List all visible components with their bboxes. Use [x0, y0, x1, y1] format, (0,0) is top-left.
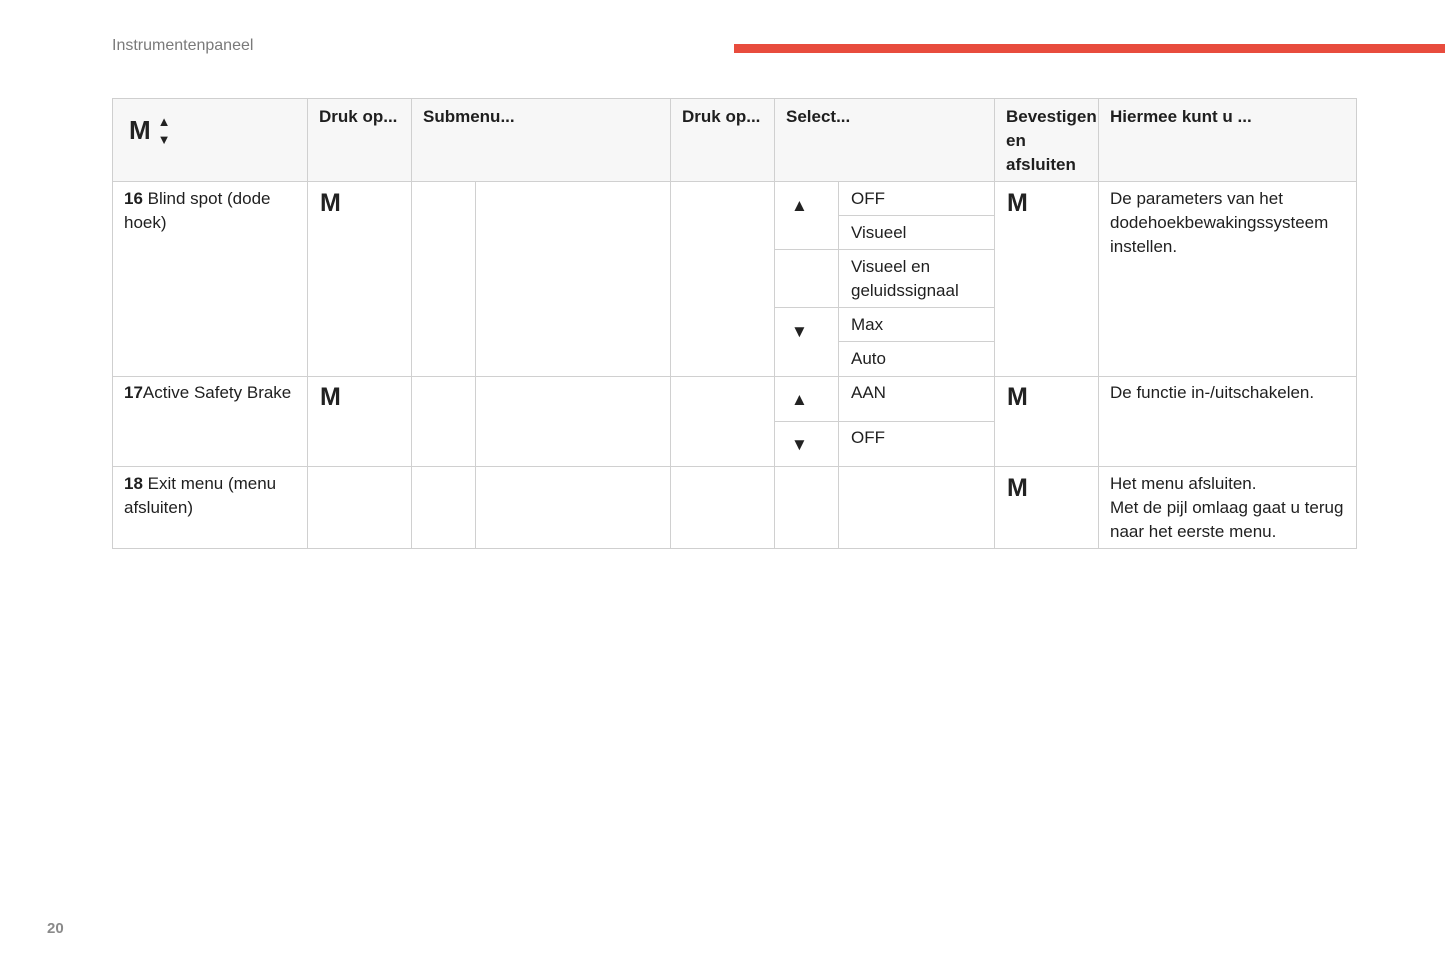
- description-line: Met de pijl omlaag gaat u terug naar het eerste menu.: [1110, 498, 1344, 541]
- table-divider: [411, 99, 412, 548]
- row-16-label: [124, 187, 304, 235]
- row-16-option-max: Max: [851, 315, 884, 334]
- row-18-description: [1110, 472, 1350, 544]
- row-16-option-auto: Auto: [851, 349, 886, 368]
- header-allows: Hiermee kunt u ...: [1110, 107, 1252, 126]
- menu-settings-table: [112, 98, 1357, 549]
- row-16-confirm-key: M: [1007, 189, 1028, 217]
- table-divider: [670, 99, 671, 548]
- row-16-arrow-down-icon: ▼: [791, 322, 808, 341]
- table-divider: [775, 421, 994, 422]
- arrow-down-icon: ▼: [157, 132, 171, 147]
- row-number: 18: [124, 474, 143, 493]
- page-number: 20: [47, 920, 64, 937]
- table-divider: [775, 249, 994, 250]
- row-number: 17: [124, 383, 143, 402]
- row-17-option-off: OFF: [851, 428, 885, 447]
- row-17-arrow-up-icon: ▲: [791, 390, 808, 409]
- header-submenu: Submenu...: [423, 107, 515, 126]
- header-confirm: Bevestigen en afsluiten: [1006, 107, 1097, 174]
- row-16-arrow-up-icon: ▲: [791, 196, 808, 215]
- row-16-option-visueel-geluid: Visueel en geluidssignaal: [851, 257, 959, 300]
- row-17-confirm-key: M: [1007, 383, 1028, 411]
- arrow-keys-icon: [156, 113, 172, 149]
- section-title: Instrumentenpaneel: [112, 37, 254, 54]
- row-16-option-off: OFF: [851, 189, 885, 208]
- table-divider: [838, 181, 839, 549]
- table-divider: [307, 99, 308, 548]
- row-label-text: Active Safety Brake: [142, 383, 292, 402]
- row-17-arrow-down-icon: ▼: [791, 435, 808, 454]
- header-press-1: Druk op...: [319, 107, 398, 126]
- accent-bar: [734, 44, 1445, 53]
- row-16-option-visueel: Visueel: [851, 223, 907, 242]
- row-17-option-aan: AAN: [851, 383, 886, 402]
- table-divider: [839, 341, 994, 342]
- row-18-label: [124, 472, 304, 520]
- table-divider: [113, 376, 1356, 377]
- row-label-text: Exit menu (menu afsluiten): [124, 474, 277, 517]
- menu-key-header: [129, 114, 171, 147]
- menu-key-label: M: [129, 115, 151, 145]
- arrow-up-icon: ▲: [157, 114, 171, 129]
- table-divider: [113, 466, 1356, 467]
- row-16-press-key: M: [320, 189, 341, 217]
- row-17-press-key: M: [320, 383, 341, 411]
- table-divider: [113, 181, 1356, 182]
- table-divider: [839, 215, 994, 216]
- table-divider: [775, 307, 994, 308]
- row-16-description: De parameters van het dodehoekbewakingssysteem instellen.: [1110, 189, 1329, 256]
- row-17-description: De functie in-/uitschakelen.: [1110, 383, 1315, 402]
- row-18-confirm-key: M: [1007, 474, 1028, 502]
- row-17-label: [124, 381, 304, 405]
- table-divider: [774, 99, 775, 548]
- header-select: Select...: [786, 107, 851, 126]
- header-press-2: Druk op...: [682, 107, 761, 126]
- table-divider: [475, 181, 476, 549]
- table-divider: [994, 99, 995, 548]
- table-divider: [1098, 99, 1099, 548]
- row-number: 16: [124, 189, 143, 208]
- row-label-text: Blind spot (dode hoek): [124, 189, 271, 232]
- description-line: Het menu afsluiten.: [1110, 474, 1257, 493]
